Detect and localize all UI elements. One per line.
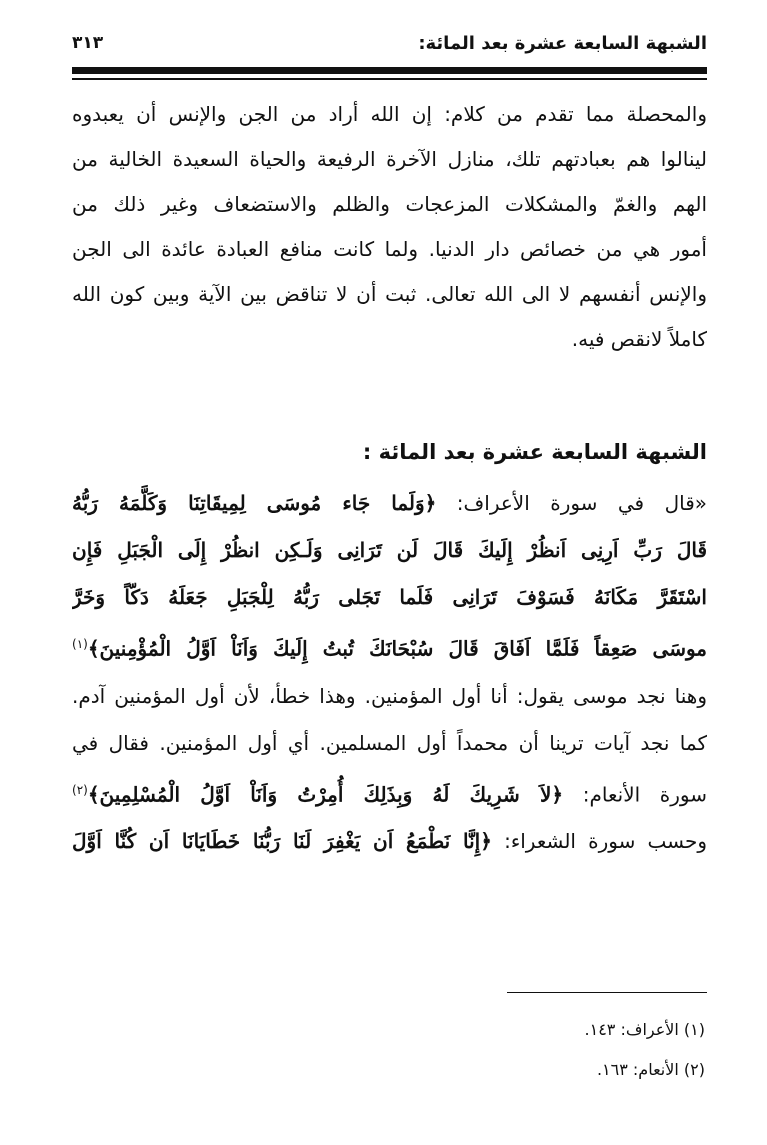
page-number: ٣١٣ (72, 33, 104, 53)
text-line: والمحصلة مما تقدم من كلام: إن الله أراد من الجن والإنس أن يعبدوه (72, 102, 707, 126)
footnote-marker: (١) (72, 637, 88, 651)
quote-prefix: سورة الأنعام: (563, 782, 707, 807)
verse-line: اسْتَقَرَّ مَكَانَهُ فَسَوْفَ تَرَانِى فَلَما تَجَلى رَبُّهُ لِلْجَبَلِ جَعَلَهُ دَكّاً وَخَرَّ (72, 585, 707, 609)
verse-line: قَالَ رَبِّ اَرِنِى اَنظُرْ إِلَيكَ قَالَ لَن تَرَانِى وَلَـكِن انظُرْ إِلَى الْجَبَلِ فَإِن (72, 538, 707, 562)
text-line: والإنس أنفسهم لا الى الله تعالى. ثبت أن لا تناقض بين الآية وبين كون الله (72, 282, 707, 306)
text-line: كاملاً لانقص فيه. (571, 327, 707, 351)
header-rule-thin (72, 78, 707, 80)
running-header (72, 26, 707, 60)
quote-line (72, 818, 707, 865)
footnote-2: (٢) الأنعام: ١٦٣. (596, 1060, 705, 1079)
quote-line (72, 621, 707, 673)
text-line: كما نجد آيات ترينا أن محمداً أول المسلمين. أي أول المؤمنين. فقال في (72, 730, 707, 755)
footnote-separator (507, 992, 707, 993)
quote-line (72, 480, 707, 527)
footnote-marker: (٢) (72, 782, 88, 797)
quote-prefix: وحسب سورة الشعراء: (491, 829, 707, 854)
text-line: أمور هي من خصائص دار الدنيا. ولما كانت منافع العبادة عائدة الى الجن (72, 237, 707, 261)
quote-line (72, 767, 707, 819)
verse-text: ﴿لاَ شَرِيكَ لَهُ وَبِذَلِكَ أُمِرْتُ وَاَنَاْ اَوَّلُ الْمُسْلِمِينَ﴾ (87, 782, 564, 807)
intro-paragraph (72, 92, 707, 362)
verse-text: ﴿إِنَّا نَطْمَعُ اَن يَغْفِرَ لَنَا رَبُّنَا خَطَايَانَا اَن كُنَّا اَوَّلَ (72, 829, 492, 854)
section-heading: الشبهة السابعة عشرة بعد المائة : (362, 440, 707, 464)
header-rule-thick (72, 67, 707, 74)
verse-text: ﴿وَلَما جَاء مُوسَى لِمِيقَاتِنَا وَكَلَّمَهُ رَبُّهُ (72, 491, 437, 515)
text-line: وهنا نجد موسى يقول: أنا أول المؤمنين. وهذا خطأ، لأن أول المؤمنين آدم. (72, 683, 707, 708)
footnotes (72, 1010, 705, 1090)
footnote-1: (١) الأعراف: ١٤٣. (584, 1020, 705, 1039)
header-title: الشبهة السابعة عشرة بعد المائة: (418, 32, 707, 54)
text-line: الهم والغمّ والمشكلات المزعجات والظلم والاستضعاف وغير ذلك من (72, 192, 707, 216)
quote-block (72, 480, 707, 865)
text-line: لينالوا هم بعبادتهم تلك، منازل الآخرة الرفيعة والحياة السعيدة الخالية من (72, 147, 707, 171)
verse-text: موسَى صَعِقاً فَلَمَّا اَفَاقَ قَالَ سُبْحَانَكَ تُبتُ إِلَيكَ وَاَنَاْ اَوَّلُ الْمُؤْمِنينَ﴾ (87, 636, 707, 661)
quote-prefix: «قال في سورة الأعراف: (436, 491, 707, 515)
